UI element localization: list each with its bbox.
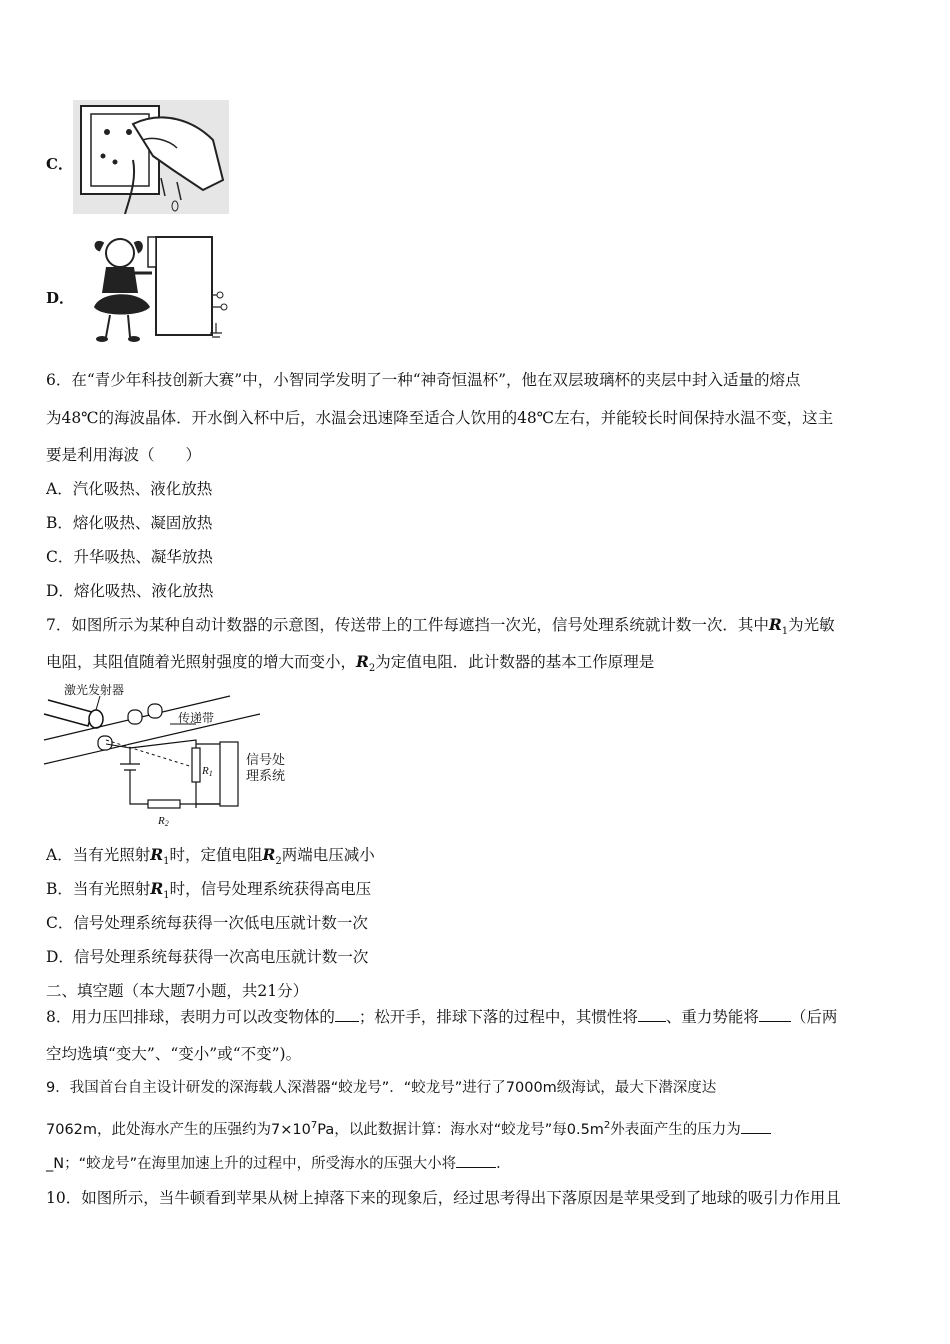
q9-line-3: _N；“蛟龙号”在海里加速上升的过程中，所受海水的压强大小将 ． bbox=[46, 1153, 511, 1174]
q7-option-d: D．信号处理系统每获得一次高电压就计数一次 bbox=[46, 948, 369, 966]
q9-line-1: 9．我国首台自主设计研发的深海载人深潜器“蛟龙号”．“蛟龙号”进行了7000m级海试，最大下潜深度达 bbox=[46, 1080, 717, 1096]
q6-line-2: 为48℃的海波晶体．开水倒入杯中后，水温会迅速降至适合人饮用的48℃左右，并能较长时间保持水温不变，这主 bbox=[46, 409, 834, 427]
q8-line-2: 空均选填“变大”、“变小”或“不变”)。 bbox=[46, 1045, 302, 1063]
q7-option-c: C．信号处理系统每获得一次低电压就计数一次 bbox=[46, 914, 368, 932]
r2-sub: 2 bbox=[164, 819, 169, 828]
q6-option-c: C．升华吸热、凝华放热 bbox=[46, 548, 213, 566]
q7-line-1: 7．如图所示为某种自动计数器的示意图，传送带上的工件每遮挡一次光，信号处理系统就计数一次．其中$R_1$为光敏 bbox=[46, 615, 835, 638]
counter-circuit-diagram bbox=[40, 678, 300, 828]
q7-option-a: A．当有光照射$R_1$时，定值电阻$R_2$两端电压减小 bbox=[46, 845, 375, 868]
socket-hand-picture bbox=[73, 100, 229, 214]
q7-option-b: B．当有光照射$R_1$时，信号处理系统获得高电压 bbox=[46, 879, 372, 902]
q6-line-3: 要是利用海波（ ） bbox=[46, 446, 202, 464]
belt-label: 传递带 bbox=[178, 711, 215, 725]
r1-label: R bbox=[202, 765, 209, 777]
r1-sub: 1 bbox=[208, 769, 213, 778]
option-d-label: D． bbox=[46, 289, 75, 307]
signal-label-1: 信号处 bbox=[246, 752, 286, 767]
r2-label: R bbox=[158, 815, 165, 827]
q6-option-b: B．熔化吸热、凝固放热 bbox=[46, 514, 213, 532]
svg-text:R2 bbox=[157, 815, 169, 828]
option-c-label: C． bbox=[46, 155, 73, 173]
q6-line-1: 6．在“青少年科技创新大赛”中，小智同学发明了一种“神奇恒温杯”，他在双层玻璃杯的夹层中封入适量的熔点 bbox=[46, 371, 801, 389]
laser-label: 激光发射器 bbox=[64, 683, 125, 697]
q6-option-a: A．汽化吸热、液化放热 bbox=[46, 480, 213, 498]
section-2-heading: 二、填空题（本大题7小题，共21分） bbox=[46, 982, 309, 1000]
girl-fridge-picture bbox=[86, 233, 232, 349]
svg-text:R1 bbox=[201, 765, 213, 778]
q9-line-2: 7062m，此处海水产生的压强约为$7\times 10^7Pa$，以此数据计算：海水对“蛟龙号”每$0.5m^2$外表面产生的压力为 bbox=[46, 1116, 771, 1140]
q6-option-d: D．熔化吸热、液化放热 bbox=[46, 582, 214, 600]
q10-line-1: 10．如图所示，当牛顿看到苹果从树上掉落下来的现象后，经过思考得出下落原因是苹果受到了地球的吸引力作用且 bbox=[46, 1189, 841, 1207]
q8-line-1: 8．用力压凹排球，表明力可以改变物体的 ；松开手，排球下落的过程中，其惯性将 、重力势能将 （后两 bbox=[46, 1008, 838, 1026]
q7-line-2: 电阻，其阻值随着光照射强度的增大而变小，$R_2$为定值电阻．此计数器的基本工作原理是 bbox=[46, 652, 655, 675]
signal-label-2: 理系统 bbox=[246, 768, 286, 783]
